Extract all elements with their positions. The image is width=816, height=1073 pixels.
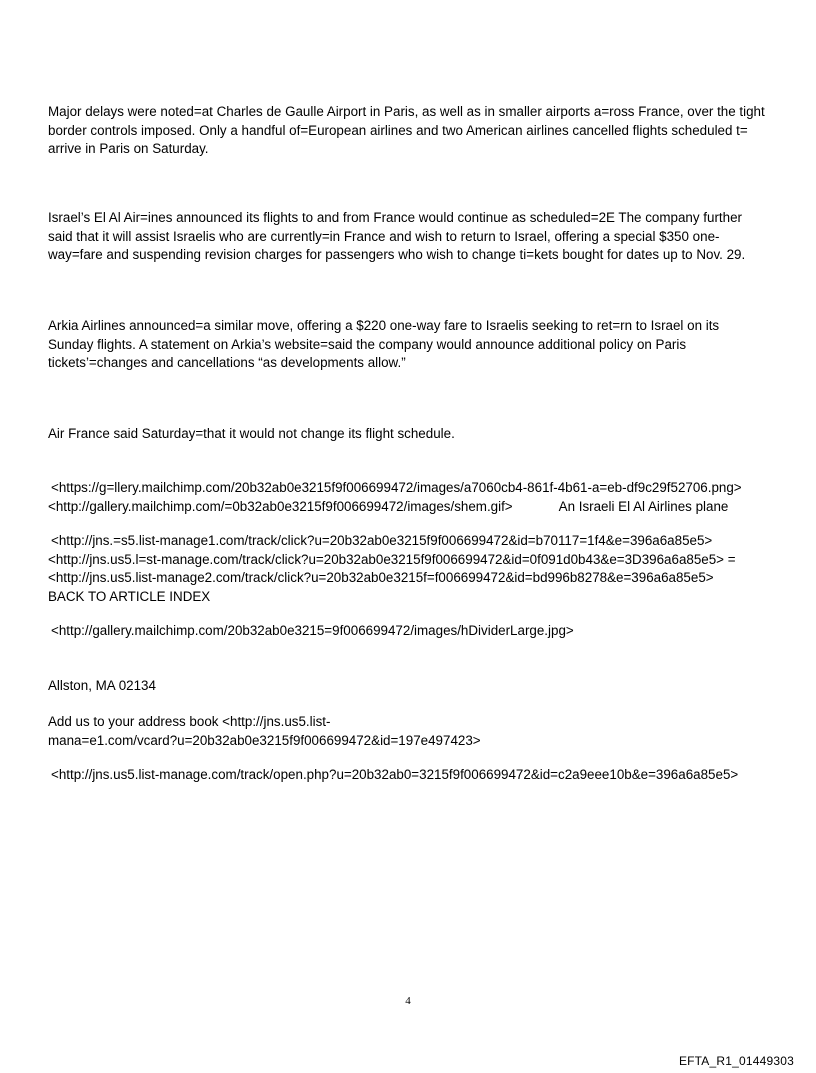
text-line: Arkia Airlines announced=a similar move, offering a $220 one-way fare to Israelis seeking to ret=rn to Israel on its	[48, 318, 720, 333]
text-line: border controls imposed. Only a handful of=European airlines and two American airlines cancelled flights scheduled t=	[48, 122, 748, 138]
image-link-block	[48, 479, 778, 516]
open-tracking-link[interactable]: <http://jns.us5.list-manage.com/track/open.php?u=20b32ab0=3215f9f006699472&id=c2a9eee10b&e=396a6a85e5>	[51, 767, 739, 782]
divider-image-link[interactable]: <http://gallery.mailchimp.com/20b32ab0e3215=9f006699472/images/hDividerLarge.jpg>	[51, 623, 574, 638]
divider-link-block	[48, 622, 778, 641]
tracking-link[interactable]: <http://jns.=s5.list-manage1.com/track/click?u=20b32ab0e3215f9f006699472&id=b70117=1f4&e=396a6a85e5>	[51, 533, 713, 548]
paragraph-air-france	[48, 425, 778, 444]
links-block	[48, 532, 778, 606]
page-number: 4	[405, 995, 411, 1007]
paragraph-el-al	[48, 209, 778, 265]
text-line: arrive in Paris on Saturday.	[48, 141, 209, 156]
address-book-link[interactable]: Add us to your address book <http://jns.us5.list-	[48, 714, 331, 729]
text-line: Major delays were noted=at Charles de Gaulle Airport in Paris, as well as in smaller airports a=ross France, over the tight	[48, 104, 765, 119]
address-book-block	[48, 713, 778, 750]
bates-number: EFTA_R1_01449303	[678, 1054, 794, 1068]
paragraph-arkia	[48, 317, 778, 373]
mailing-address: Allston, MA 02134	[48, 678, 156, 693]
text-line: tickets’=changes and cancellations “as developments allow.”	[48, 355, 406, 370]
image-caption: An Israeli El Al Airlines plane	[558, 498, 729, 514]
text-line: Israel’s El Al Air=ines announced its flights to and from France would continue as scheduled=2E The company further	[48, 210, 742, 225]
image-link-line	[48, 498, 778, 517]
image-link[interactable]: <http://gallery.mailchimp.com/=0b32ab0e3215f9f006699472/images/shem.gif>	[48, 498, 513, 514]
address-block	[48, 677, 778, 696]
tracking-link[interactable]: <http://jns.us5.l=st-manage.com/track/click?u=20b32ab0e3215f9f006699472&id=0f091d0b43&e=3D396a6a85e5> =	[48, 551, 736, 567]
paragraph-delays	[48, 103, 778, 159]
back-to-index-link[interactable]: BACK TO ARTICLE INDEX	[48, 588, 211, 604]
tracking-link[interactable]: <http://jns.us5.list-manage2.com/track/click?u=20b32ab0e3215f=f006699472&id=bd996b8278&e=396a6a85e5>	[48, 570, 714, 585]
text-line: Air France said Saturday=that it would not change its flight schedule.	[48, 426, 455, 441]
text-line: Sunday flights. A statement on Arkia’s website=said the company would announce additional policy on Paris	[48, 336, 687, 352]
address-book-link[interactable]: mana=e1.com/vcard?u=20b32ab0e3215f9f006699472&id=197e497423>	[48, 732, 481, 748]
open-tracking-block	[48, 766, 778, 785]
text-line: way=fare and suspending revision charges for passengers who wish to change ti=kets bought for dates up to Nov. 29.	[48, 247, 746, 262]
image-link[interactable]: <https://g=llery.mailchimp.com/20b32ab0e3215f9f006699472/images/a7060cb4-861f-4b61-a=eb-df9c29f52706.png>	[51, 480, 742, 495]
text-line: said that it will assist Israelis who are currently=in France and wish to return to Israel, offering a special $350 one-	[48, 228, 720, 244]
